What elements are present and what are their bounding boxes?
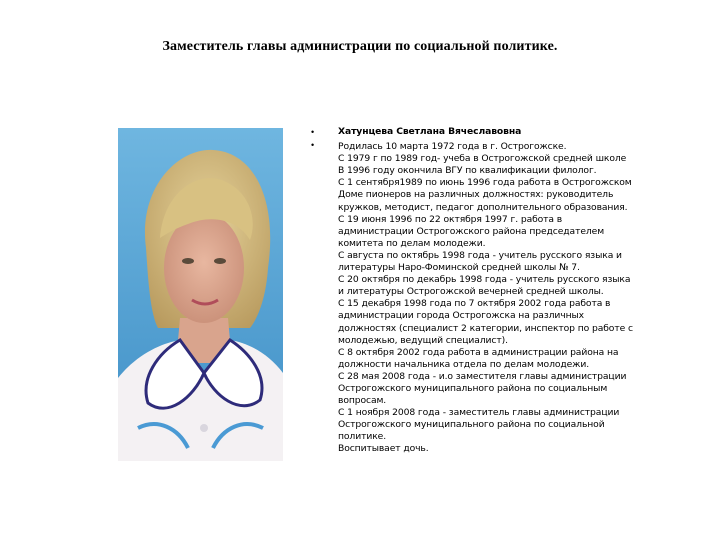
biography-line: С 1979 г по 1989 год- учеба в Острогожской средней школе <box>338 153 627 165</box>
biography-line: должности начальника отдела по делам молодежи. <box>338 358 590 370</box>
portrait-photo <box>118 128 283 461</box>
biography-line: администрации Острогожского района председателем <box>338 225 605 237</box>
biography-line: должностях (специалист 2 категории, инспектор по работе с <box>338 322 633 334</box>
biography-line: вопросам. <box>338 395 387 407</box>
biography-line: С 8 октября 2002 года работа в администрации района на <box>338 346 619 358</box>
biography-line: С 28 мая 2008 года - и.о заместителя главы администрации <box>338 370 627 382</box>
biography-line: Острогожского муниципального района по социальной <box>338 419 605 431</box>
biography <box>338 126 678 456</box>
page-title: Заместитель главы администрации по социальной политике. <box>162 39 558 54</box>
biography-line: Воспитывает дочь. <box>338 443 429 455</box>
biography-line: молодежью, ведущий специалист). <box>338 334 508 346</box>
biography-line: Доме пионеров на различных должностях: руководитель <box>338 189 614 201</box>
biography-line: В 1996 году окончила ВГУ по квалификации филолог. <box>338 165 597 177</box>
portrait-photo-icon <box>118 128 283 461</box>
biography-line: С 1 ноября 2008 года - заместитель главы администрации <box>338 407 620 419</box>
bullet-markers <box>311 126 314 152</box>
person-name: Хатунцева Светлана Вячеславовна <box>338 126 522 137</box>
biography-line: Родилась 10 марта 1972 года в г. Острогожске. <box>338 141 567 153</box>
biography-line: С 20 октября по декабрь 1998 года - учитель русского языка <box>338 274 631 286</box>
biography-line: Острогожского муниципального района по социальным <box>338 382 608 394</box>
bullet-1: • <box>311 127 315 137</box>
biography-line: литературы Наро-Фоминской средней школы № 7. <box>338 262 580 274</box>
biography-line: кружков, методист, педагог дополнительного образования. <box>338 201 628 213</box>
biography-line: С 19 июня 1996 по 22 октября 1997 г. работа в <box>338 213 563 225</box>
biography-line: С 1 сентября1989 по июнь 1996 года работа в Острогожском <box>338 177 632 189</box>
biography-text <box>338 141 678 455</box>
biography-line: комитета по делам молодежи. <box>338 237 486 249</box>
biography-line: политике. <box>338 431 387 443</box>
biography-line: С 15 декабря 1998 года по 7 октября 2002 года работа в <box>338 298 611 310</box>
bullet-2: • <box>311 140 315 150</box>
biography-line: С августа по октябрь 1998 года - учитель русского языка и <box>338 249 622 261</box>
biography-line: администрации города Острогожска на различных <box>338 310 584 322</box>
biography-line: и литературы Острогожской вечерней средней школы. <box>338 286 604 298</box>
